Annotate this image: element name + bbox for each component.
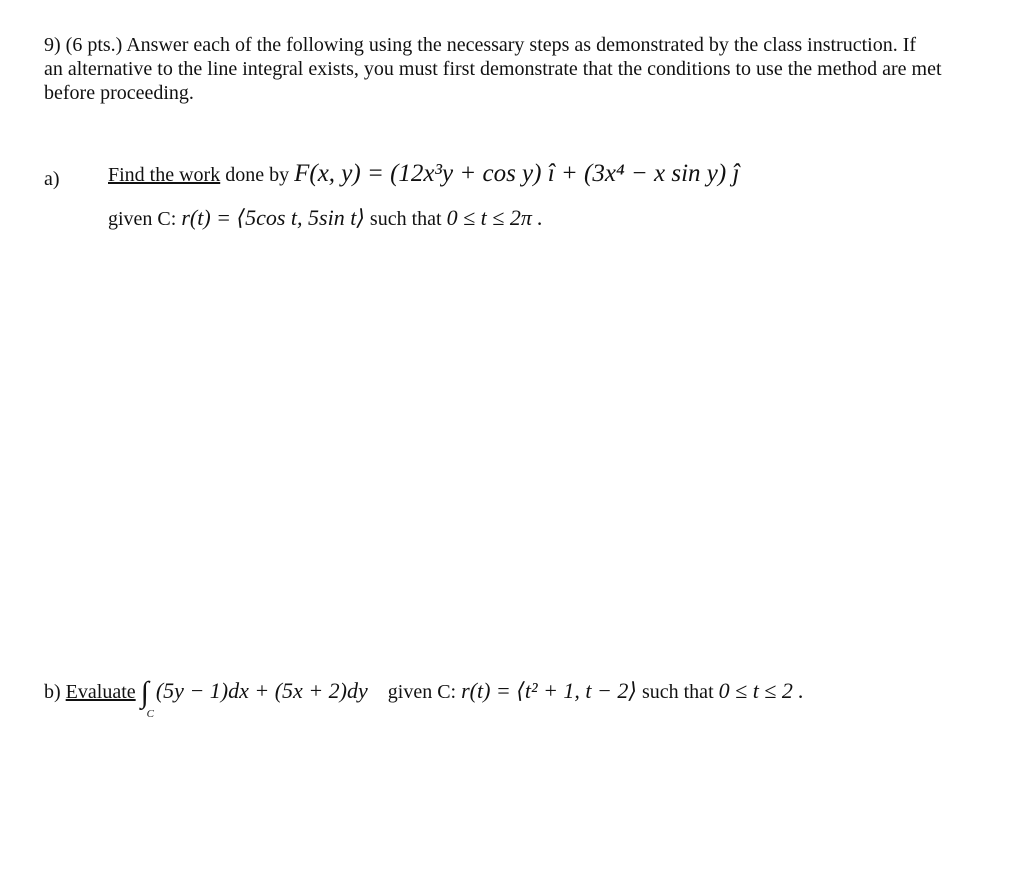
part-a-label: a) — [44, 168, 60, 190]
part-b-instruction: Evaluate — [65, 681, 136, 703]
problem-intro — [44, 33, 994, 105]
part-b-curve: r(t) = ⟨t² + 1, t − 2⟩ — [461, 678, 637, 703]
intro-line-1: 9) (6 pts.) Answer each of the following using the necessary steps as demonstrated by the class instruction. If — [44, 34, 917, 56]
integral-sign: ∫ C — [140, 676, 154, 720]
part-a-line-1 — [108, 160, 739, 188]
part-a-interval: 0 ≤ t ≤ 2π . — [446, 205, 543, 230]
part-a-line-2 — [108, 205, 543, 231]
part-a-instruction: Find the work — [108, 164, 221, 186]
integral-subscript: C — [146, 708, 154, 720]
part-a-instruction-rest: done by — [225, 164, 290, 186]
part-a-curve: r(t) = ⟨5cos t, 5sin t⟩ — [181, 205, 365, 230]
part-b-label: b) — [44, 681, 61, 703]
part-a-such-that: such that — [369, 208, 442, 230]
vector-field-equation: F(x, y) = (12x³y + cos y) î + (3x⁴ − x sin y) ĵ — [294, 160, 740, 187]
part-b-integrand: (5y − 1)dx + (5x + 2)dy — [155, 678, 368, 703]
part-b-line — [44, 676, 804, 720]
part-b-such-that: such that — [641, 681, 714, 703]
intro-line-2: an alternative to the line integral exists, you must first demonstrate that the conditions to use the method are met — [44, 58, 942, 80]
part-b-interval: 0 ≤ t ≤ 2 . — [718, 678, 804, 703]
part-a-given-label: given C: — [108, 208, 177, 230]
part-b-given-label: given C: — [387, 681, 457, 703]
intro-line-3: before proceeding. — [44, 82, 194, 104]
